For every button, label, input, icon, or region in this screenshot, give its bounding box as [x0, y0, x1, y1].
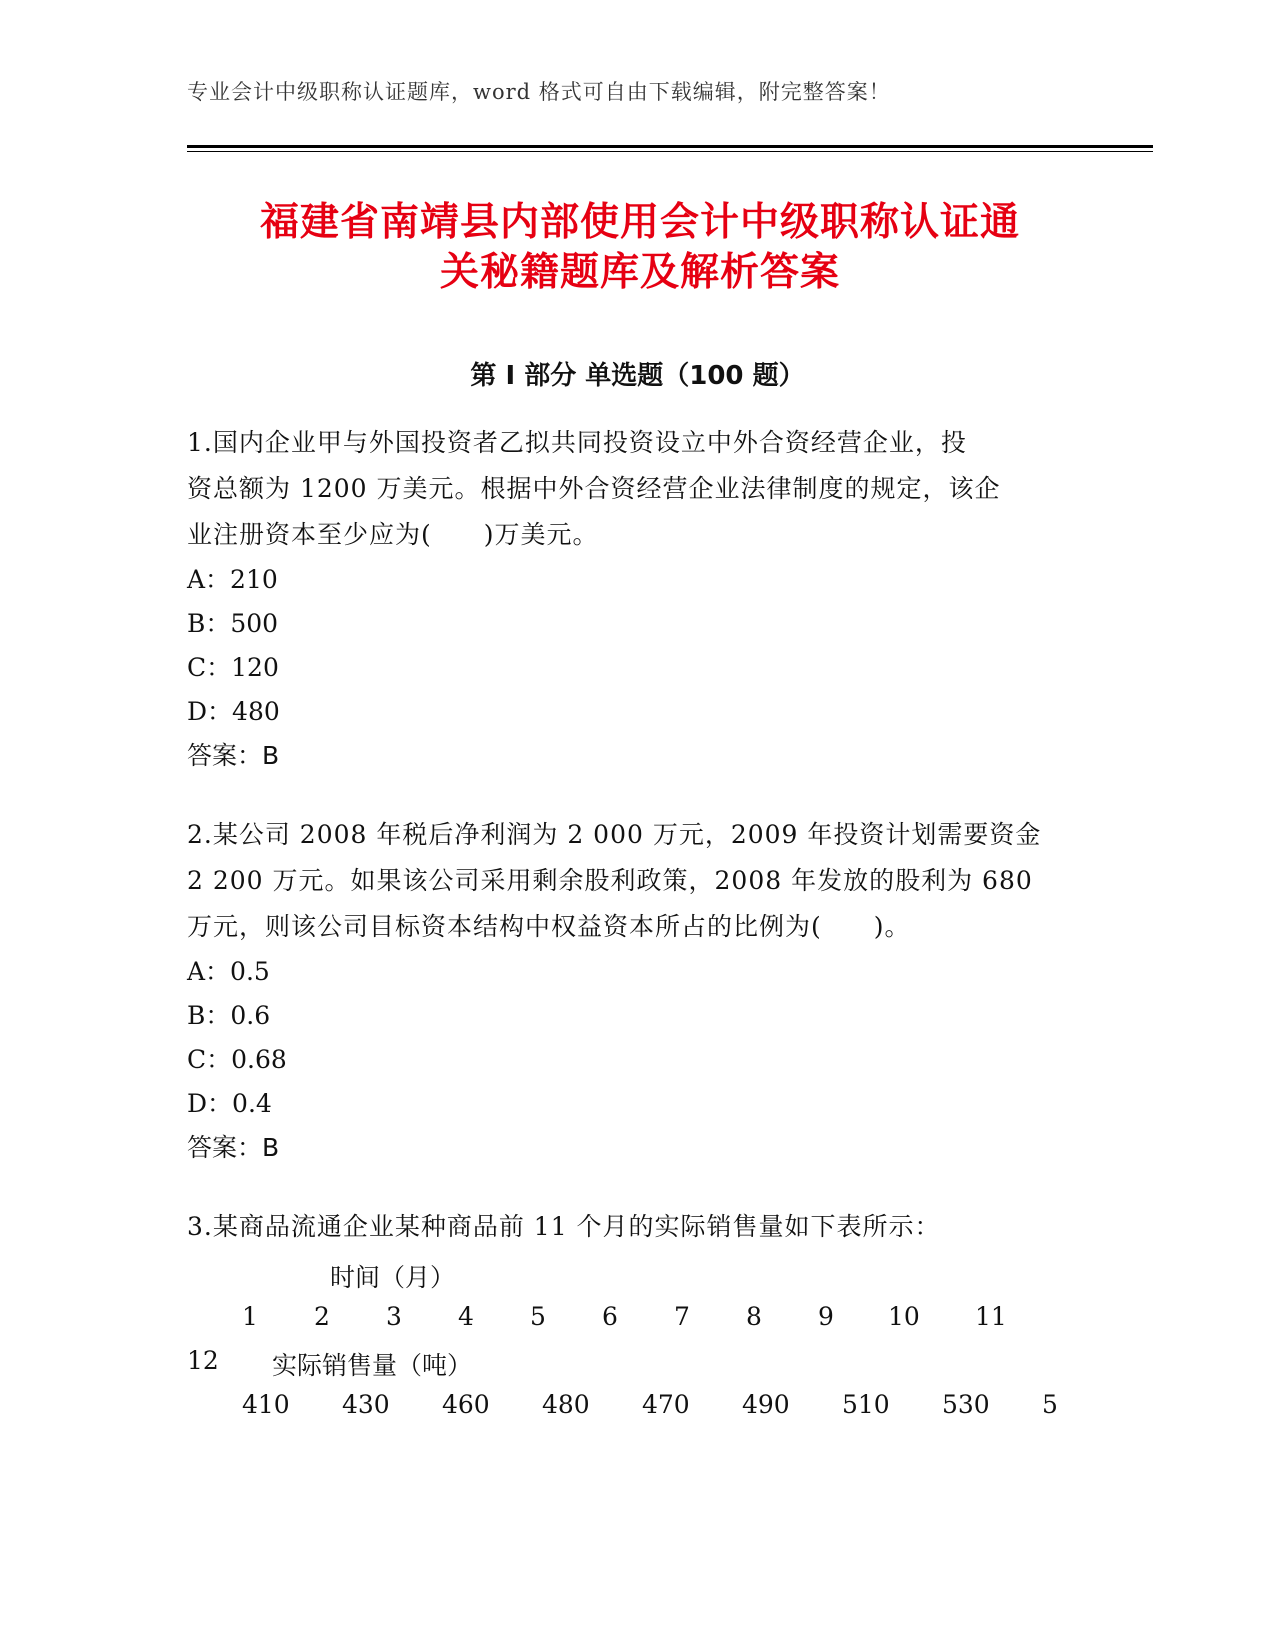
title-line-1: 福建省南靖县内部使用会计中级职称认证通	[259, 200, 1020, 245]
question-1-line-2: 资总额为 1200 万美元。根据中外合资经营企业法律制度的规定，该企	[187, 474, 1001, 503]
question-2-stem	[187, 812, 1087, 950]
question-1-stem	[187, 420, 1087, 558]
table-month: 8	[746, 1302, 762, 1331]
table-sales-value: 470	[642, 1390, 690, 1419]
question-1-option-b: B：500	[187, 609, 279, 638]
table-month: 6	[602, 1302, 618, 1331]
table-month: 5	[530, 1302, 546, 1331]
section-heading: 第 I 部分 单选题（100 题）	[470, 361, 805, 391]
table-sales-value: 460	[442, 1390, 490, 1419]
question-1-option-a: A：210	[187, 565, 278, 594]
question-2-line-3: 万元，则该公司目标资本结构中权益资本所占的比例为( )。	[187, 912, 911, 941]
question-2-answer: 答案：B	[187, 1133, 280, 1162]
table-month-wrapped: 12	[187, 1346, 219, 1375]
table-month: 9	[818, 1302, 834, 1331]
question-2-option-a: A：0.5	[187, 957, 270, 986]
title-line-2: 关秘籍题库及解析答案	[439, 250, 840, 295]
table-time-label: 时间（月）	[330, 1263, 456, 1292]
header-note: 专业会计中级职称认证题库，word 格式可自由下载编辑，附完整答案！	[187, 80, 891, 104]
table-month: 7	[674, 1302, 690, 1331]
question-3-line-1: 3.某商品流通企业某种商品前 11 个月的实际销售量如下表所示：	[187, 1212, 941, 1241]
table-month: 10	[888, 1302, 920, 1331]
table-month: 11	[975, 1302, 1007, 1331]
question-2-option-b: B：0.6	[187, 1001, 271, 1030]
table-sales-value: 5	[1042, 1390, 1058, 1419]
table-sales-value: 410	[242, 1390, 290, 1419]
question-2-line-2: 2 200 万元。如果该公司采用剩余股利政策，2008 年发放的股利为 680	[187, 866, 1033, 895]
table-sales-value: 530	[942, 1390, 990, 1419]
table-sales-value: 510	[842, 1390, 890, 1419]
table-sales-label: 实际销售量（吨）	[272, 1351, 473, 1380]
document-title	[160, 198, 1120, 298]
question-2-line-1: 2.某公司 2008 年税后净利润为 2 000 万元，2009 年投资计划需要资金	[187, 820, 1042, 849]
table-month: 4	[458, 1302, 474, 1331]
table-sales-value: 480	[542, 1390, 590, 1419]
question-1-option-d: D：480	[187, 697, 280, 726]
table-month: 2	[314, 1302, 330, 1331]
table-month: 3	[386, 1302, 402, 1331]
header-rule-thin	[187, 151, 1153, 152]
table-month: 1	[242, 1302, 258, 1331]
question-1-line-1: 1.国内企业甲与外国投资者乙拟共同投资设立中外合资经营企业，投	[187, 428, 967, 457]
question-1-line-3: 业注册资本至少应为( )万美元。	[187, 520, 599, 549]
question-2-option-c: C：0.68	[187, 1045, 287, 1074]
question-2-option-d: D：0.4	[187, 1089, 272, 1118]
question-1-option-c: C：120	[187, 653, 279, 682]
question-1-answer: 答案：B	[187, 741, 280, 770]
question-3-stem	[187, 1204, 1087, 1250]
table-sales-value: 490	[742, 1390, 790, 1419]
table-sales-value: 430	[342, 1390, 390, 1419]
header-rule-thick	[187, 145, 1153, 148]
